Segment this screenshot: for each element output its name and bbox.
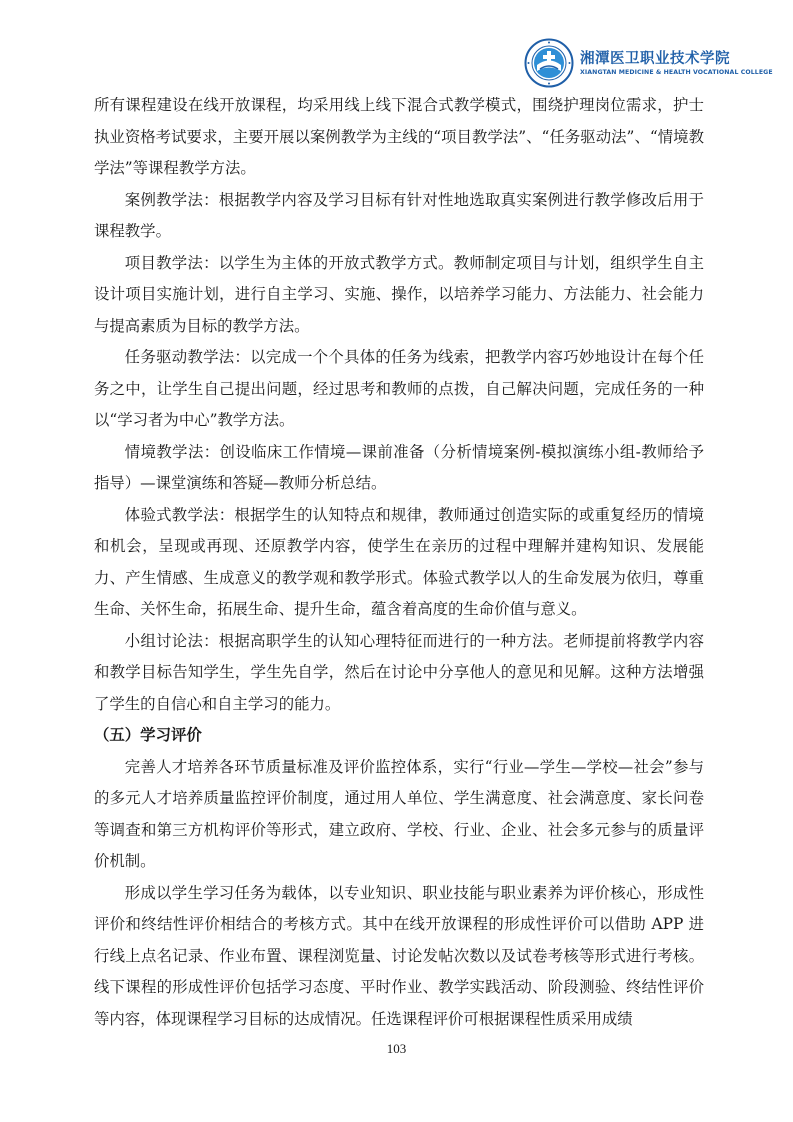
page-number: 103 <box>386 1041 407 1056</box>
school-name-cn: 湘潭医卫职业技术学院 <box>580 50 730 67</box>
paragraph-case-teaching: 案例教学法：根据教学内容及学习目标有针对性地选取真实案例进行教学修改后用于课程教学。 <box>94 190 704 240</box>
paragraph-experiential-teaching: 体验式教学法：根据学生的认知特点和规律，教师通过创造实际的或重复经历的情境和机会，呈现或再现、还原教学内容，使学生在亲历的过程中理解并建构知识、发展能力、产生情感、生成意义的教学观和教学形式。体验式教学以人的生命发展为依归，尊重生命、关怀生命，拓展生命、提升生命，蕴含着高度的生命价值与意义。 <box>94 505 704 618</box>
paragraph: 所有课程建设在线开放课程，均采用线上线下混合式教学模式，围绕护理岗位需求，护士执业资格考试要求，主要开展以案例教学为主线的“项目教学法”、“任务驱动法”、“情境教学法”等课程教学方法。 <box>94 96 704 177</box>
paragraph-quality-evaluation: 完善人才培养各环节质量标准及评价监控体系，实行“行业—学生—学校—社会”参与的多元人才培养质量监控评价制度，通过用人单位、学生满意度、社会满意度、家长问卷等调查和第三方机构评价等形式，建立政府、学校、行业、企业、社会多元参与的质量评价机制。 <box>94 757 704 870</box>
school-name-en: XIANGTAN MEDICINE & HEALTH VOCATIONAL COLLEGE <box>580 68 773 76</box>
section-heading: （五）学习评价 <box>94 726 202 744</box>
paragraph-project-teaching: 项目教学法：以学生为主体的开放式教学方式。教师制定项目与计划，组织学生自主设计项目实施计划，进行自主学习、实施、操作，以培养学习能力、方法能力、社会能力与提高素质为目标的教学方法。 <box>94 253 704 335</box>
page-header <box>524 36 773 90</box>
paragraph-assessment-method: 形成以学生学习任务为载体，以专业知识、职业技能与职业素养为评价核心，形成性评价和终结性评价相结合的考核方式。其中在线开放课程的形成性评价可以借助 APP 进行线上点名记录、作业布置、课程浏览量、讨论发帖次数以及试卷考核等形式进行考核。线下课程的形成性评价包括学习态度、平时作业、教学实践活动、阶段测验、终结性评价等内容，体现课程学习目标的达成情况。任选课程评价可根据课程性质采用成绩 <box>94 883 704 1028</box>
school-emblem-icon <box>524 38 574 88</box>
school-logo-text <box>580 50 773 77</box>
paragraph-situational-teaching: 情境教学法：创设临床工作情境—课前准备（分析情境案例-模拟演练小组-教师给予指导）—课堂演练和答疑—教师分析总结。 <box>94 442 704 492</box>
document-body <box>94 90 704 1035</box>
paragraph-group-discussion: 小组讨论法：根据高职学生的认知心理特征而进行的一种方法。老师提前将教学内容和教学目标告知学生，学生先自学，然后在讨论中分享他人的意见和见解。这种方法增强了学生的自信心和自主学习的能力。 <box>94 631 704 713</box>
paragraph-task-driven: 任务驱动教学法：以完成一个个具体的任务为线索，把教学内容巧妙地设计在每个任务之中，让学生自己提出问题，经过思考和教师的点拨，自己解决问题，完成任务的一种以“学习者为中心”教学方法。 <box>94 348 704 429</box>
